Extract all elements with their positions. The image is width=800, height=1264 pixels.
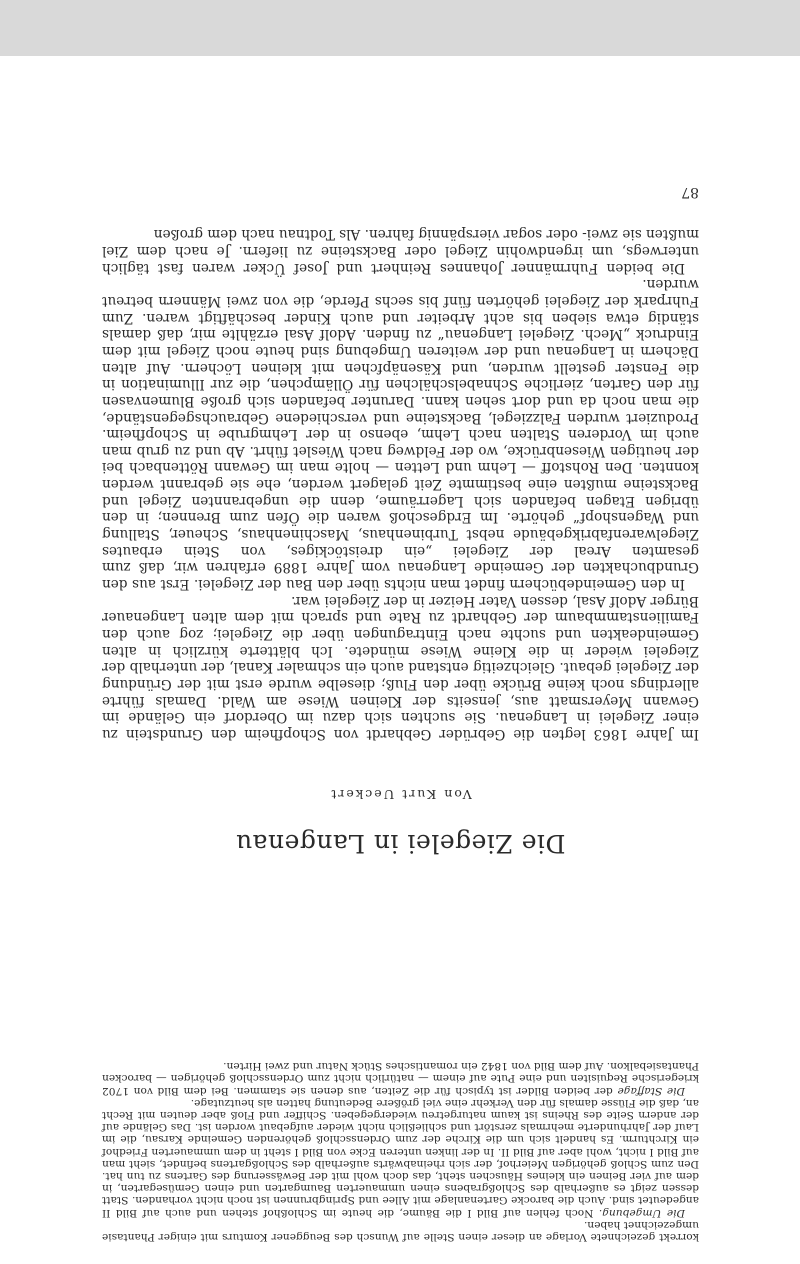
article-paragraph-2: In den Gemeindebüchern findet man nichts über den Bau der Ziegelei. Erst aus den Grundbuchakten der Gemeinde Langenau vom Jahre 1889 erfahren wir, daß zum gesamten Areal der Ziegelei „ein dreistöckiges, von Stein erbautes Ziegelwarenfabrikgebäude nebst Turbinenhaus, Maschinenhaus, Scheuer, Stallung und Wagenshopf“ gehörte. Im Erdgeschoß waren die Öfen zum Brennen; in den übrigen Etagen befanden sich Lagerräume, denn die ungebrannten Ziegel und Backsteine mußten eine bestimmte Zeit gelagert werden, ehe sie gebrannt werden konnten. Den Rohstoff — Lehm und Letten — holte man im Gewann Röttenbach bei der heutigen Wiesenbrücke, wo der Feldweg nach Wieslet führt. Ab und zu grub man auch im Vorderen Stalten nach Lehm, ebenso in der Lehmgrube in Schopfheim. Produziert wurden Falzziegel, Backsteine und verschiedene Gebrauchsgegenstände, die man noch da und dort sehen kann. Darunter befanden sich große Blumenvasen für den Garten, zierliche Schnabelschälchen für Öllämpchen, die zur Illumination in die Fenster gestellt wurden, und Käsenäpfchen mit kleinen Löchern. Auf alten Dächern in Langenau und der weiteren Umgebung sind heute noch Ziegel mit dem Eindruck „Mech. Ziegelei Langenau“ zu finden. Adolf Asal erzählte mir, daß damals ständig etwa sieben bis acht Arbeiter und auch Kinder beschäftigt waren. Zum Fuhrpark der Ziegelei gehörten fünf bis sechs Pferde, die von zwei Männern betreut wurden. (102, 276, 699, 593)
article-paragraph-3: Die beiden Fuhrmänner Johannes Reinhert und Josef Ücker waren fast täglich unterwegs, um irgendwohin Ziegel oder Backsteine zu liefern. Je nach dem Ziel mußten sie zwei- oder sogar vierspännig fahren. Als Todtnau nach dem großen (102, 226, 699, 276)
article-title: Die Ziegelei in Langenau (235, 829, 566, 858)
footnote-paragraph-2 (102, 1097, 699, 1219)
footnote-staffage-text: der beiden Bilder ist typisch für die Zeiten, aus denen sie stammen. Bei dem Bild von 1702 kriegerische Requisiten und eine Pute auf einem — natürlich nicht zum Ordensschloß gehörigen — barocken Phantasiebalkon. Auf dem Bild von 1842 ein romantisches Stück Natur und zwei Hirten. (102, 1060, 699, 1097)
footnote-text (102, 1060, 699, 1243)
book-page (0, 56, 800, 1264)
footnote-heading-staffage: Die Staffage (617, 1084, 685, 1097)
footnote-paragraph-3 (102, 1060, 699, 1097)
article-body (102, 226, 699, 742)
footnote-umgebung-text: Noch fehlen auf Bild I die Bäume, die heute im Schloßhof stehen und auch auf Bild II angedeutet sind. Auch die barocke Gartenanlage mit Allee und Springbrunnen ist noch nicht vorhanden. Statt dessen zeigt es außerhalb des Schloßgrabens einen ummauerten Baumgarten und einen Gemüsegarten, in dem auf vier Beinen ein kleines Häuschen steht, das doch wohl mit der Bewässerung des Gartens zu tun hat. Den zum Schloß gehörigen Meierhof, der sich rheinabwärts außerhalb des Schloßgartens befindet, sieht man auf Bild I nicht, wohl aber auf Bild II. In der linken unteren Ecke von Bild I steht in dem ummauerten Friedhof ein Kirchturm. Es handelt sich um die Kirche der zum Ordensschloß gehörenden Gemeinde Karsau, die im Lauf der Jahrhunderte mehrmals zerstört und schließlich nicht wieder aufgebaut worden ist. Das Gelände auf der andern Seite des Rheins ist kaum naturgetreu wiedergegeben. Schiffer und Floß aber deuten mit Recht an, daß die Flüsse damals für den Verkehr eine viel größere Bedeutung hatten als heutzutage. (102, 1096, 699, 1219)
footnote-heading-umgebung: Die Umgebung. (598, 1206, 685, 1219)
article-paragraph-1: Im Jahre 1863 legten die Gebrüder Gebhardt von Schopfheim den Grundstein zu einer Ziegelei in Langenau. Sie suchten sich dazu im Oberdorf ein Gelände im Gewann Meyersmatt aus, jenseits der Kleinen Wiese am Wald. Damals führte allerdings noch keine Brücke über den Fluß; dieselbe wurde erst mit der Gründung der Ziegelei gebaut. Gleichzeitig entstand auch ein schmaler Kanal, der unterhalb der Ziegelei wieder in die Kleine Wiese mündete. Ich blätterte kürzlich in alten Gemeindeakten und suchte nach Eintragungen über die Ziegelei; zog auch den Familienstammbaum der Gebhardt zu Rate und sprach mit dem alten Langenauer Bürger Adolf Asal, dessen Vater Heizer in der Ziegelei war. (102, 592, 699, 742)
article-author: Von Kurt Ueckert (329, 787, 472, 802)
page-number: 87 (681, 184, 699, 200)
viewer-footer-bar (0, 0, 800, 56)
footnote-paragraph-1: korrekt gezeichnete Vorlage an dieser einen Stelle auf Wunsch des Beuggener Komturs mit einiger Phantasie umgezeichnet haben. (102, 1218, 699, 1243)
